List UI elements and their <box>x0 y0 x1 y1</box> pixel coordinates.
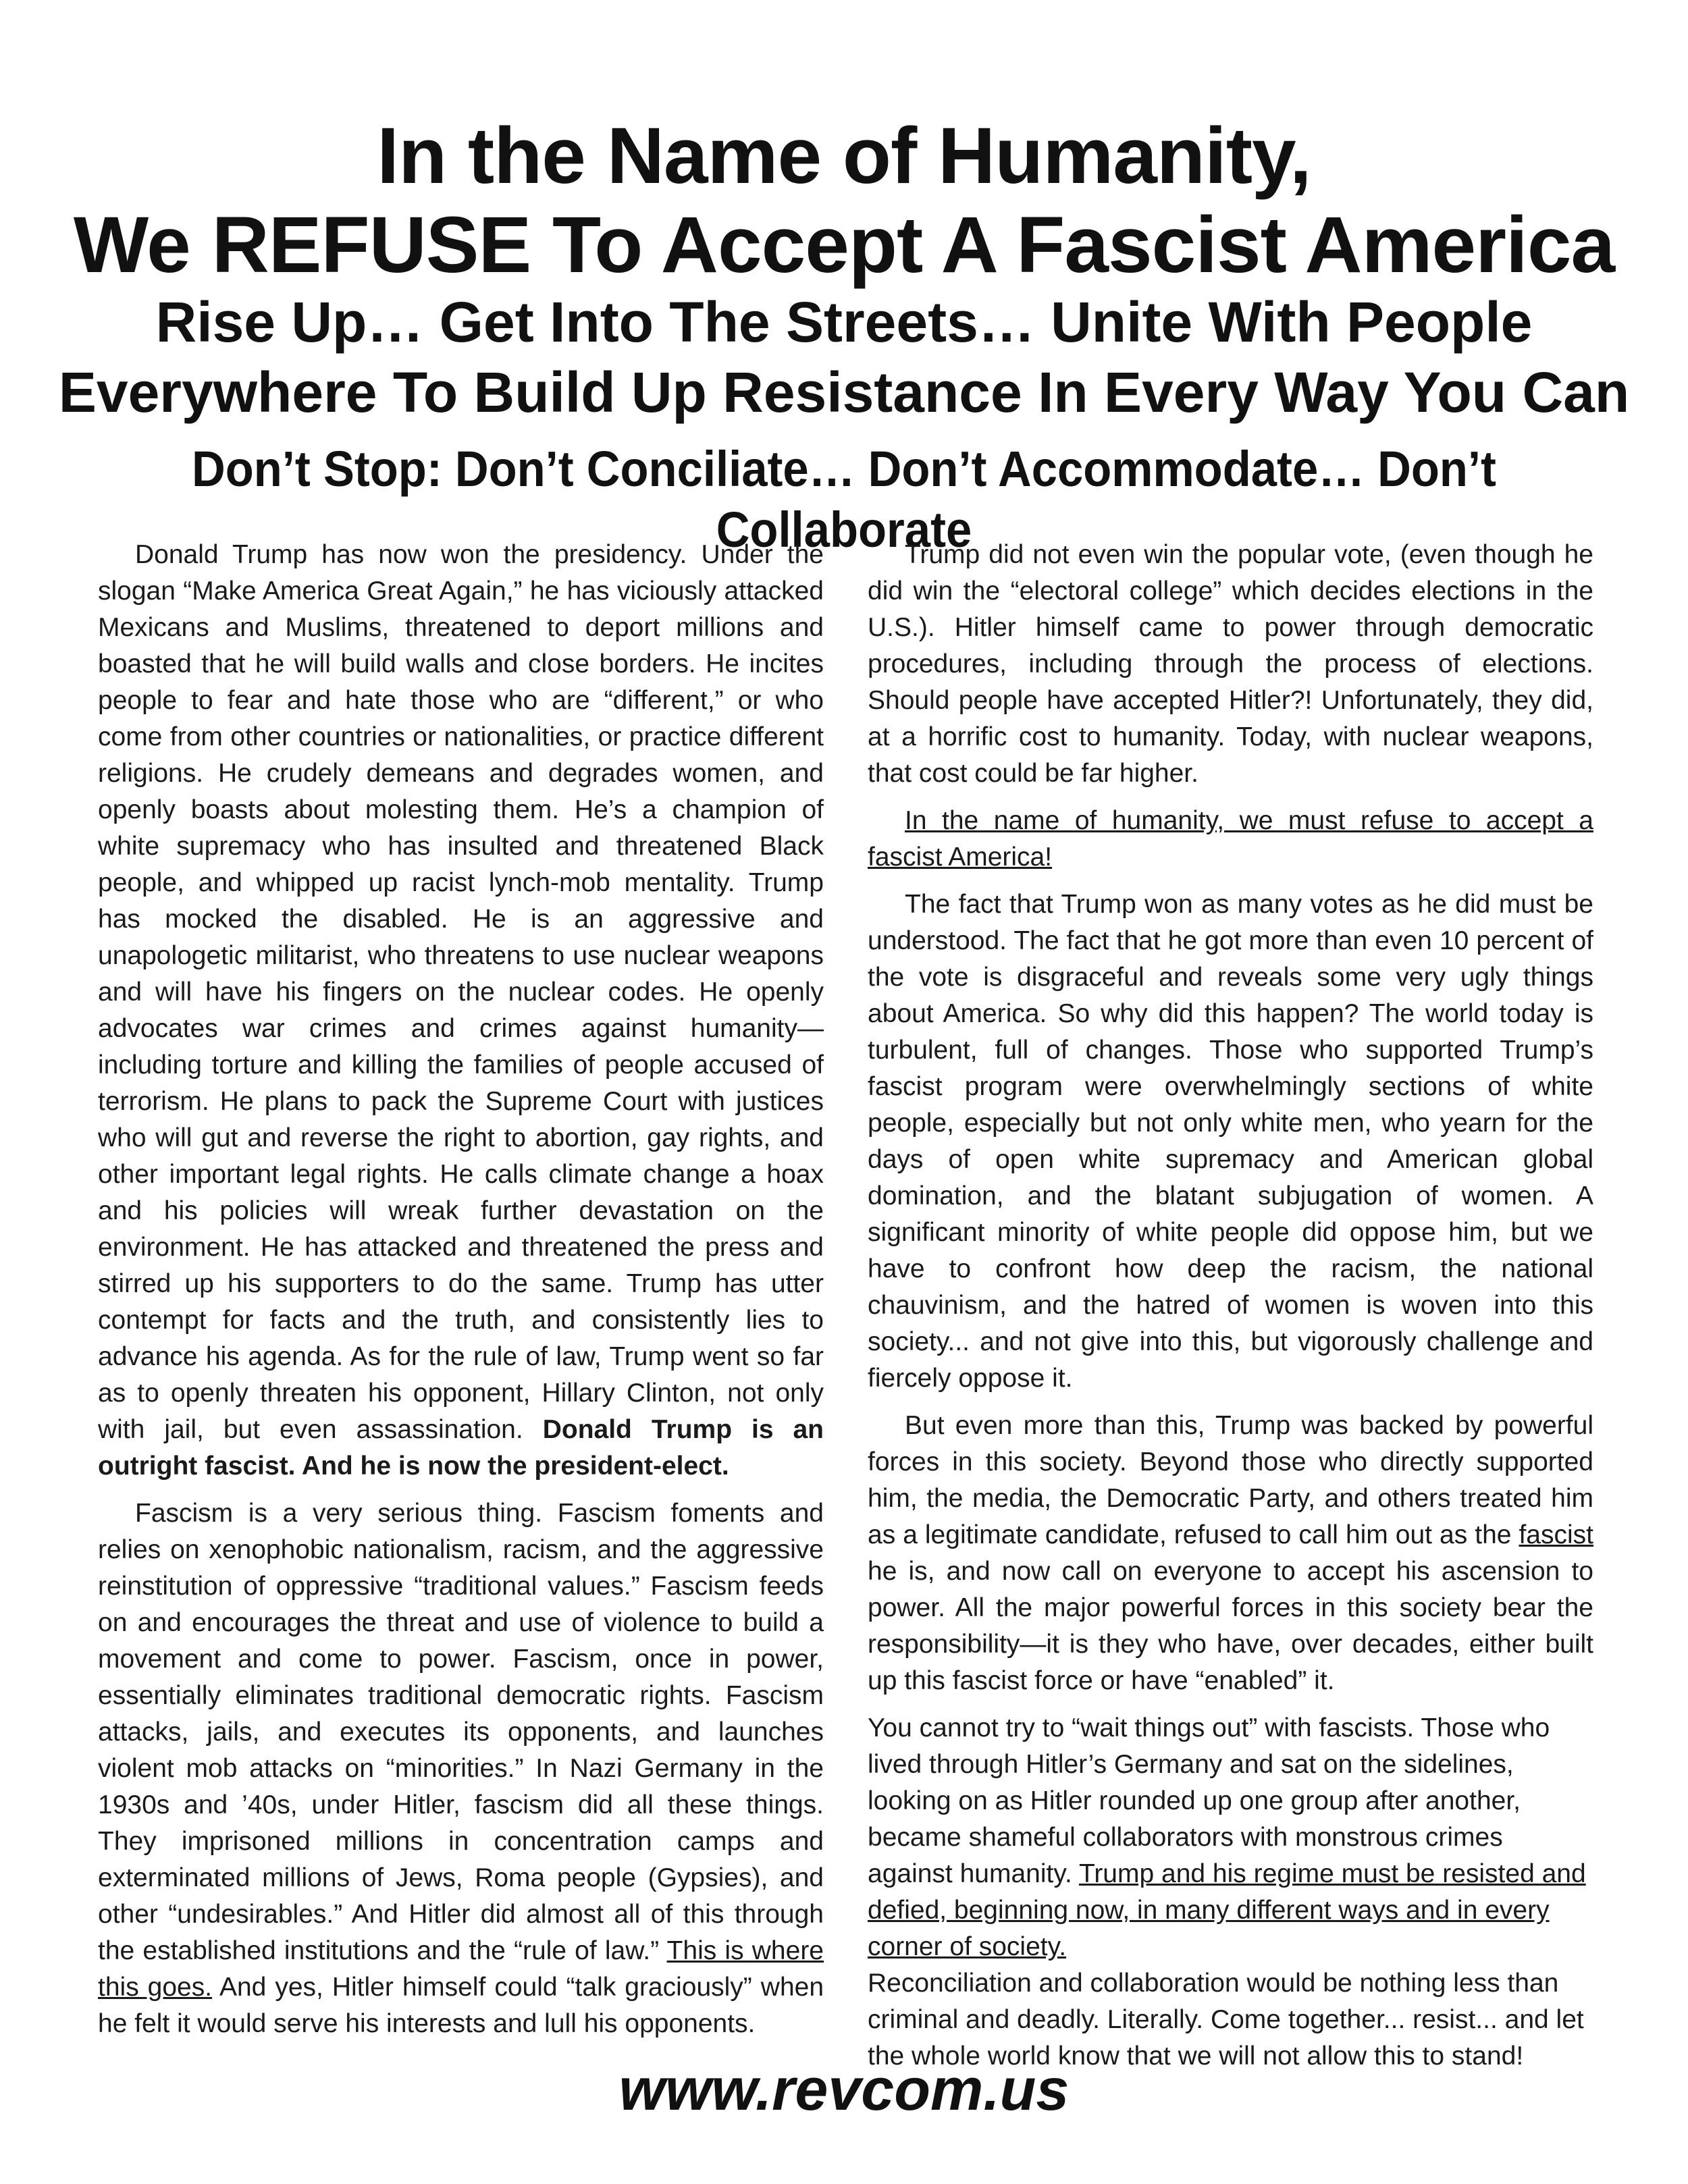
headline-line-1: In the Name of Humanity, <box>377 111 1311 201</box>
right-p4-text-end: he is, and now call on everyone to accept his ascension to power. All the major powerful forces in this society bear the responsibility—it is they who have, over decades, either built up this fascist force or have “enabled” it. <box>868 1557 1593 1695</box>
right-p6-text: Reconciliation and collaboration would be nothing less than criminal and deadly. Literally. Come together... resist... and let the whole world know that we will not allow this to stand! <box>868 1969 1584 2071</box>
left-p2-underlined-text: This is where this goes. <box>98 1936 824 2002</box>
left-paragraph-2 <box>98 1495 824 2042</box>
right-p4-underlined-word: fascist <box>1519 1520 1593 1549</box>
headline-subtitle <box>0 287 1688 427</box>
right-p5-text-start: You cannot try to “wait things out” with fascists. Those who lived through Hitler’s Germany and sat on the sidelines, looking on as Hitler rounded up one group after another, became shameful collaborators with monstrous crimes against humanity. <box>868 1713 1550 1888</box>
left-paragraph-1 <box>98 537 824 1485</box>
headline-line-2: We REFUSE To Accept A Fascist America <box>73 201 1615 290</box>
right-p2-underlined-text: In the name of humanity, we must refuse to accept a fascist America! <box>868 806 1593 872</box>
left-column <box>98 537 824 2053</box>
subtitle-line-1: Rise Up… Get Into The Streets… Unite With People <box>155 290 1533 354</box>
right-paragraph-4 <box>868 1408 1593 1699</box>
footer-url: www.revcom.us <box>618 2056 1070 2123</box>
right-paragraph-3: The fact that Trump won as many votes as he did must be understood. The fact that he got more than even 10 percent of the vote is disgraceful and reveals some very ugly things about America. So why did this happen? The world today is turbulent, full of changes. Those who supported Trump’s fascist program were overwhelmingly sections of white people, especially but not only white men, who yearn for the days of open white supremacy and American global domination, and the blatant subjugation of women. A significant minority of white people did oppose him, but we have to confront how deep the racism, the national chauvinism, and the hatred of women is woven into this society... and not give into this, but vigorously challenge and fiercely oppose it. <box>868 890 1593 1393</box>
right-column <box>868 537 1593 2085</box>
headline-title <box>0 111 1688 290</box>
right-paragraph-5 <box>868 1710 1593 2075</box>
right-p4-text-start: But even more than this, Trump was backed by powerful forces in this society. Beyond those who directly supported him, the media, the Democratic Party, and others treated him as a legitimate candidate, refused to call him out as the <box>868 1411 1593 1549</box>
headline-tagline: Don’t Stop: Don’t Conciliate… Don’t Accommodate… Don’t Collaborate <box>192 441 1496 558</box>
left-p1-bold-text: Donald Trump is an outright fascist. And he is now the president-elect. <box>98 1415 824 1481</box>
right-paragraph-1: Trump did not even win the popular vote, (even though he did win the “electoral college” which decides elections in the U.S.). Hitler himself came to power through democratic procedures, including through the process of elections. Should people have accepted Hitler?! Unfortunately, they did, at a horrific cost to humanity. Today, with nuclear weapons, that cost could be far higher. <box>868 540 1593 788</box>
left-p1-text: Donald Trump has now won the presidency. Under the slogan “Make America Great Again,” he has viciously attacked Mexicans and Muslims, threatened to deport millions and boasted that he will build walls and close borders. He incites people to fear and hate those who are “different,” or who come from other countries or nationalities, or practice different religions. He crudely demeans and degrades women, and openly boasts about molesting them. He’s a champion of white supremacy who has insulted and threatened Black people, and whipped up racist lynch-mob mentality. Trump has mocked the disabled. He is an aggressive and unapologetic militarist, who threatens to use nuclear weapons and will have his fingers on the nuclear codes. He openly advocates war crimes and crimes against humanity—including torture and killing the families of people accused of terrorism. He plans to pack the Supreme Court with justices who will gut and reverse the right to abortion, gay rights, and other important legal rights. He calls climate change a hoax and his policies will wreak further devastation on the environment. He has attacked and threatened the press and stirred up his supporters to do the same. Trump has utter contempt for facts and the truth, and consistently lies to advance his agenda. As for the rule of law, Trump went so far as to openly threaten his opponent, Hillary Clinton, not only with jail, but even assassination. <box>98 540 824 1444</box>
left-p2-text-end: And yes, Hitler himself could “talk graciously” when he felt it would serve his interests and lull his opponents. <box>98 1973 824 2038</box>
subtitle-line-2: Everywhere To Build Up Resistance In Every Way You Can <box>58 361 1630 424</box>
right-p5-underlined-text: Trump and his regime must be resisted and defied, beginning now, in many different ways and in every corner of society. <box>868 1859 1586 1961</box>
right-paragraph-2 <box>868 803 1593 876</box>
left-p2-text-start: Fascism is a very serious thing. Fascism foments and relies on xenophobic nationalism, racism, and the aggressive reinstitution of oppressive “traditional values.” Fascism feeds on and encourages the threat and use of violence to build a movement and come to power. Fascism, once in power, essentially eliminates traditional democratic rights. Fascism attacks, jails, and executes its opponents, and launches violent mob attacks on “minorities.” In Nazi Germany in the 1930s and ’40s, under Hitler, fascism did all these things. They imprisoned millions in concentration camps and exterminated millions of Jews, Roma people (Gypsies), and other “undesirables.” And Hitler did almost all of this through the established institutions and the “rule of law.” <box>98 1499 824 1965</box>
